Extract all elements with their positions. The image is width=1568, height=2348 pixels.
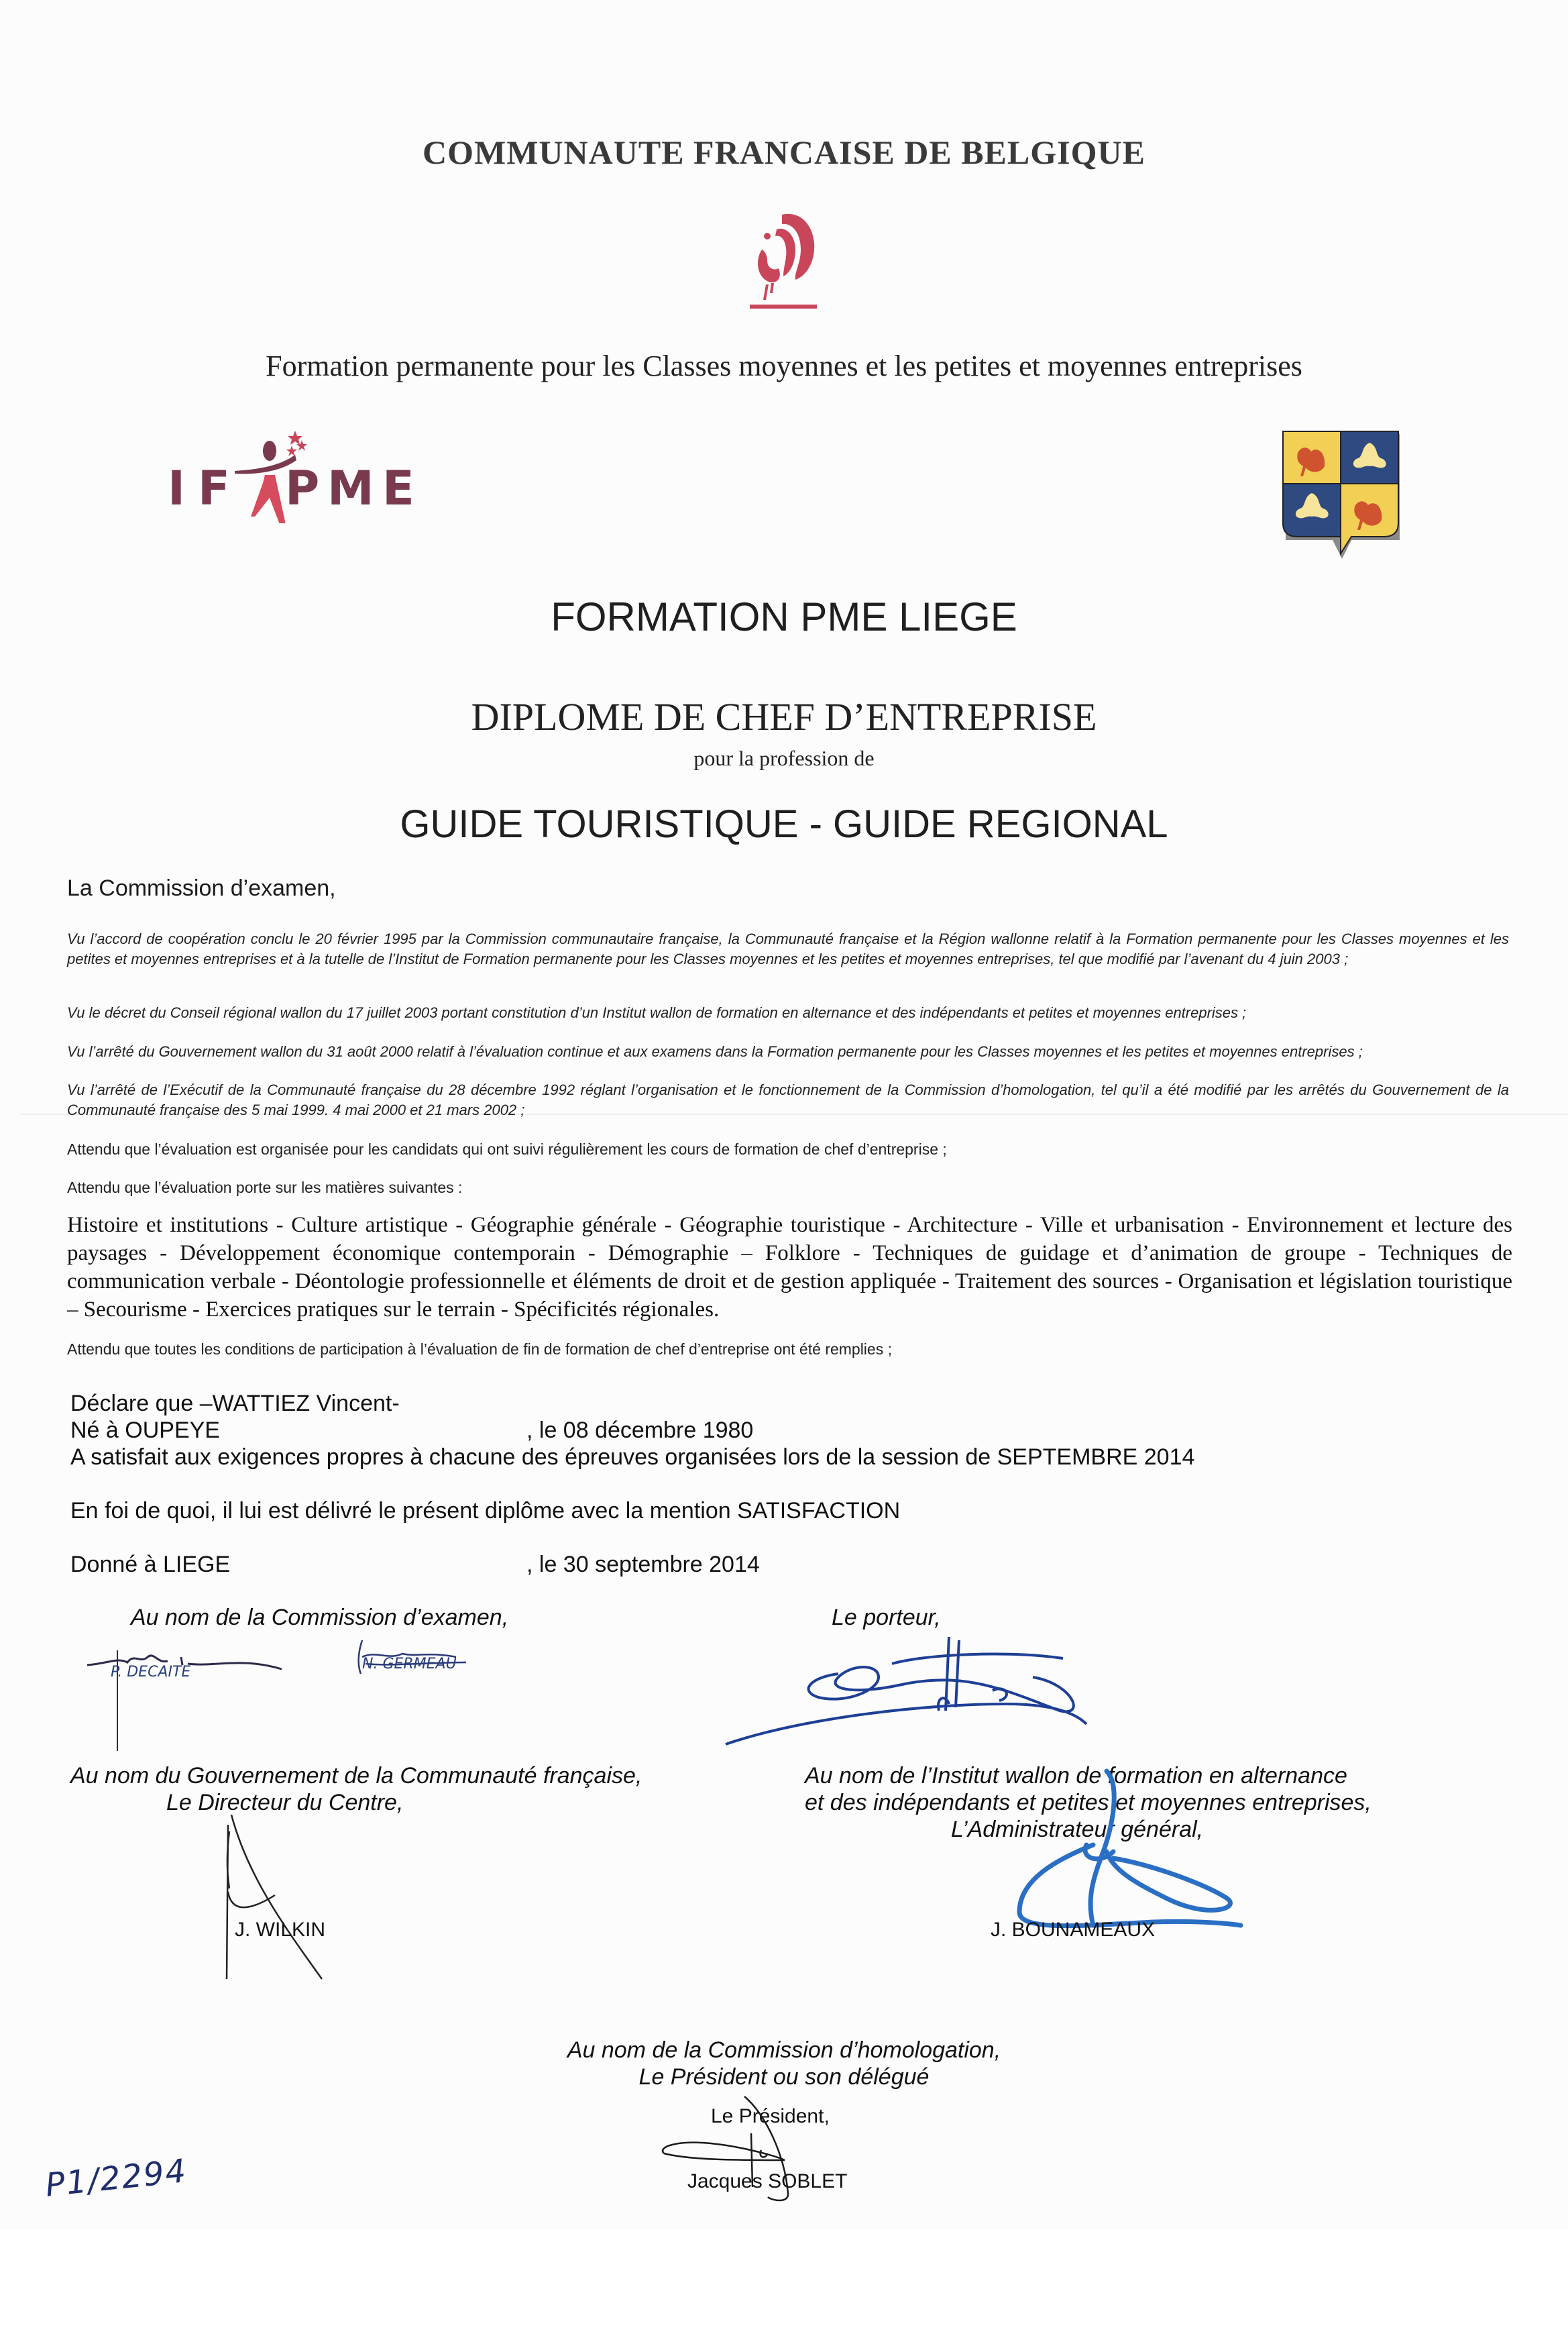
diploma-mention: En foi de quoi, il lui est délivré le présent diplôme avec la mention SATISFACTION	[70, 1498, 901, 1524]
training-center-name: FORMATION PME LIEGE	[551, 594, 1017, 639]
holder-name: Déclare que –WATTIEZ Vincent-	[70, 1391, 400, 1416]
issue-date: , le 30 septembre 2014	[526, 1552, 760, 1577]
government-signature-title: Au nom du Gouvernement de la Communauté française,	[70, 1763, 642, 1789]
commission-signature-title: Au nom de la Commission d’examen,	[131, 1605, 509, 1630]
homologation-signature-subtitle: Le Président ou son délégué	[638, 2064, 930, 2090]
legal-consideration: Vu l’arrêté de l’Exécutif de la Communauté française du 28 décembre 1992 réglant l’organisation et le fonctionnement de la Commission d’homologation, tel qu’il a été modifié par les arrêtés du Gouvernement de la Communauté française des 5 mai 1999. 4 mai 2000 et 21 mars 2002 ;	[67, 1081, 1509, 1118]
administrator-name: J. BOUNAMEAUX	[991, 1919, 1156, 1941]
profession-title: GUIDE TOURISTIQUE - GUIDE REGIONAL	[400, 802, 1168, 846]
svg-text:I: I	[168, 461, 186, 516]
commission-signature-icon	[80, 1637, 523, 1731]
ifapme-signature-subtitle: et des indépendants et petites et moyennes entreprises,	[805, 1790, 1371, 1815]
svg-text:P: P	[285, 461, 320, 516]
soblet-signature-icon	[651, 2093, 892, 2214]
reference-number: P1/2294	[44, 2152, 189, 2204]
svg-text:F: F	[198, 461, 230, 516]
exam-session: A satisfait aux exigences propres à chacune des épreuves organisées lors de la session de SEPTEMBRE 2014	[70, 1444, 1195, 1470]
profession-intro: pour la profession de	[693, 746, 875, 770]
homologation-signature-title: Au nom de la Commission d’homologation,	[567, 2037, 1001, 2063]
issue-place: Donné à LIEGE	[70, 1552, 231, 1577]
bounameaux-signature-icon	[952, 1764, 1301, 1939]
whereas-clause: Attendu que toutes les conditions de participation à l’évaluation de fin de formation de chef d’entreprise ont été remplies ;	[67, 1340, 892, 1358]
wallonia-rooster-logo-icon	[742, 209, 825, 310]
germeau-handwritten-name: N. GERMEAU	[362, 1656, 457, 1672]
diploma-title: DIPLOME DE CHEF D’ENTREPRISE	[471, 695, 1097, 739]
birth-date: , le 08 décembre 1980	[526, 1418, 754, 1443]
program-subtitle: Formation permanente pour les Classes moyennes et les petites et moyennes entreprises	[266, 350, 1302, 382]
wilkin-signature-icon	[194, 1811, 416, 1979]
wallonia-coat-of-arms-icon	[1278, 426, 1405, 564]
legal-consideration: Vu l’arrêté du Gouvernement wallon du 31 août 2000 relatif à l’évaluation continue et aux examens dans la Formation permanente pour les Classes moyennes et les petites et moyennes entreprises ;	[67, 1043, 1363, 1060]
svg-text:M: M	[327, 461, 374, 516]
president-label: Le Président,	[711, 2105, 830, 2127]
bearer-signature-icon	[724, 1610, 1274, 1744]
subjects-list: Histoire et institutions - Culture artistique - Géographie générale - Géographie touristique - Architecture - Ville et urbanisation - Environnement et lecture des paysages - Développement économique contemporain - Démographie – Folklore - Techniques de guidage et d’animation de groupe - Techniques de communication verbale - Déontologie professionnelle et éléments de droit et de gestion appliquée - Traitement des sources - Organisation et législation touristique – Secourisme - Exercices pratiques sur le terrain - Spécificités régionales.	[67, 1213, 1512, 1322]
director-role: Le Directeur du Centre,	[166, 1790, 404, 1815]
director-name: J. WILKIN	[235, 1919, 326, 1941]
bearer-signature-title: Le porteur,	[832, 1605, 941, 1630]
administrator-role: L’Administrateur général,	[951, 1817, 1204, 1842]
commission-intro: La Commission d’examen,	[67, 875, 336, 901]
president-name: Jacques SOBLET	[687, 2170, 848, 2192]
decatie-handwritten-name: P. DECAITE	[111, 1664, 191, 1680]
ifapme-logo-icon	[154, 423, 416, 523]
legal-consideration: Vu l’accord de coopération conclu le 20 février 1995 par la Commission communautaire française, la Communauté française et la Région wallonne relatif à la Formation permanente pour les Classes moyennes et les petites et moyennes entreprises et à la tutelle de l’Institut de Formation permanente pour les Classes moyennes et les petites et moyennes entreprises, tel que modifié par l’avenant du 4 juin 2003 ;	[67, 930, 1509, 967]
legal-consideration: Vu le décret du Conseil régional wallon du 17 juillet 2003 portant constitution d’un Institut wallon de formation en alternance et des indépendants et petites et moyennes entreprises ;	[67, 1004, 1247, 1021]
ifapme-signature-title: Au nom de l’Institut wallon de formation en alternance	[805, 1763, 1347, 1789]
birth-place: Né à OUPEYE	[70, 1418, 220, 1443]
svg-text:E: E	[382, 461, 414, 516]
authority-title: COMMUNAUTE FRANCAISE DE BELGIQUE	[423, 134, 1145, 171]
whereas-clause: Attendu que l’évaluation est organisée pour les candidats qui ont suivi régulièrement les cours de formation de chef d’entreprise ;	[67, 1140, 947, 1158]
whereas-clause: Attendu que l’évaluation porte sur les matières suivantes :	[67, 1179, 463, 1196]
